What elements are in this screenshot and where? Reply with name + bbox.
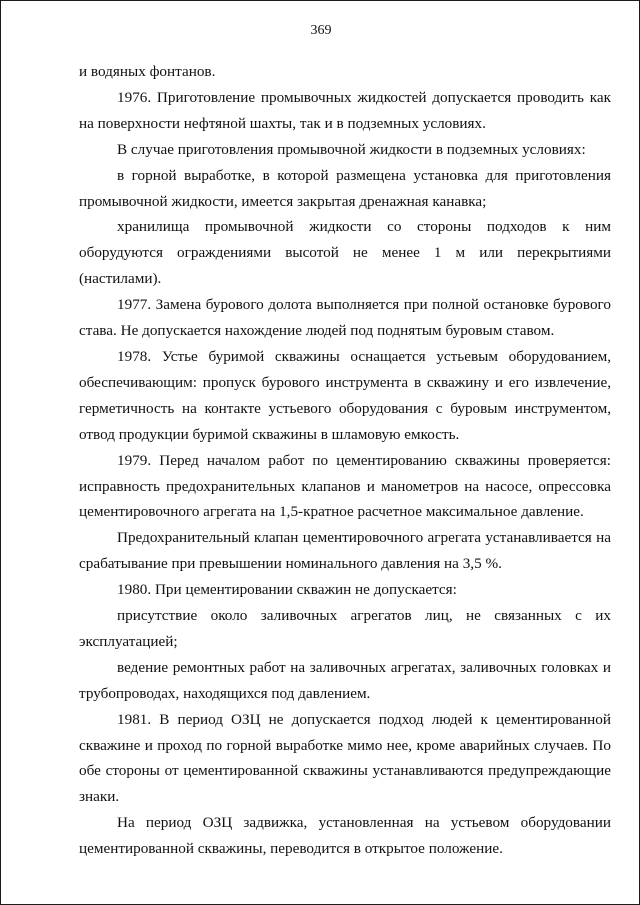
paragraph: 1980. При цементировании скважин не допускается: <box>117 581 457 599</box>
document-body <box>79 59 611 862</box>
paragraph: ведение ремонтных работ на заливочных агрегатах, заливочных головках и трубопроводах, находящихся под давлением. <box>79 658 611 702</box>
paragraph: и водяных фонтанов. <box>79 63 216 80</box>
paragraph: 1978. Устье буримой скважины оснащается устьевым оборудованием, обеспечивающим: пропуск бурового инструмента в скважину и его извлечение, герметичность на контакте устьевого оборудования с буровым инструментом, отвод продукции буримой скважины в шламовую емкость. <box>79 347 611 443</box>
paragraph: 1981. В период ОЗЦ не допускается подход людей к цементированной скважине и проход по горной выработке мимо нее, кроме аварийных случаев. По обе стороны от цементированной скважины устанавливаются предупреждающие знаки. <box>79 710 611 806</box>
paragraph: На период ОЗЦ задвижка, установленная на устьевом оборудовании цементированной скважины, переводится в открытое положение. <box>79 814 611 858</box>
paragraph: в горной выработке, в которой размещена установка для приготовления промывочной жидкости, имеется закрытая дренажная канавка; <box>79 166 611 210</box>
paragraph: 1976. Приготовление промывочных жидкостей допускается проводить как на поверхности нефтяной шахты, так и в подземных условиях. <box>79 88 611 132</box>
paragraph: 1977. Замена бурового долота выполняется при полной остановке бурового става. Не допускается нахождение людей под поднятым буровым ставом. <box>79 296 611 340</box>
paragraph: присутствие около заливочных агрегатов лиц, не связанных с их эксплуатацией; <box>79 607 611 650</box>
paragraph: В случае приготовления промывочной жидкости в подземных условиях: <box>117 140 586 158</box>
paragraph: 1979. Перед началом работ по цементированию скважины проверяется: исправность предохранительных клапанов и манометров на насосе, опрессовка цементировочного агрегата на 1,5-кратное расчетное максимальное давление. <box>79 451 611 521</box>
paragraph: Предохранительный клапан цементировочного агрегата устанавливается на срабатывание при превышении номинального давления на 3,5 %. <box>79 529 611 573</box>
page-number: 369 <box>310 23 332 38</box>
paragraph: хранилища промывочной жидкости со стороны подходов к ним оборудуются ограждениями высотой не менее 1 м или перекрытиями (настилами). <box>79 218 611 288</box>
